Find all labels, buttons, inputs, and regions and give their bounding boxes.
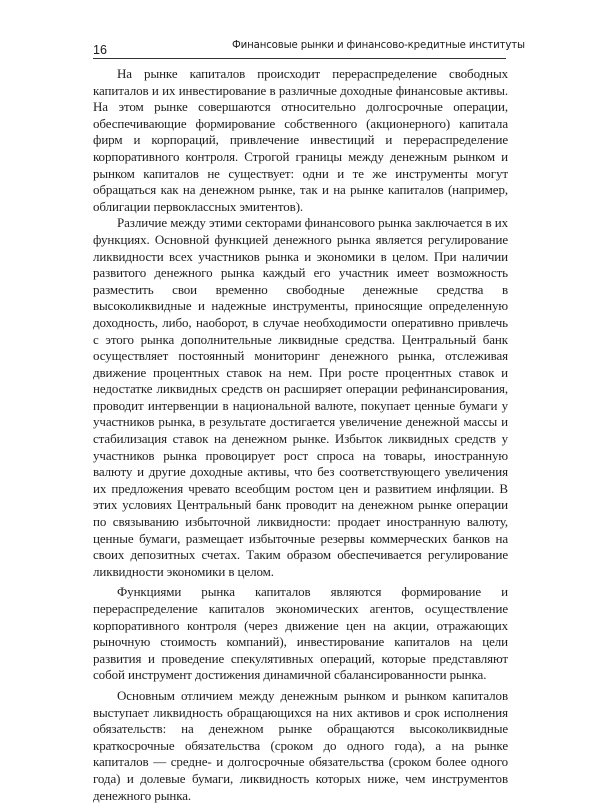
- paragraph-capital-market-functions: Функциями рынка капиталов являются формирование и перераспределение капиталов экономических агентов, осуществление корпоративного контроля (через движение цен на акции, отражающих рыночную стоимость компаний), инвестирование капиталов на цели развития и проведение спекулятивных операций, которые представляют собой инструмент достижения динамичной сбалансированности рынка.: [93, 584, 508, 683]
- paragraph-functions-difference: Различие между этими секторами финансового рынка заключается в их функциях. Основной функцией денежного рынка является регулирование ликвидности всех участников рынка и экономики в целом. При наличии развитого денежного рынка каждый его участник имеет возможность разместить свои временно свободные денежные средства в высоколиквидные и надежные инструменты, приносящие определенную доходность, либо, наоборот, в случае необходимости оперативно привлечь с этого рынка дополнительные ликвидные средства. Центральный банк осуществляет постоянный мониторинг денежного рынка, отслеживая движение процентных ставок на нем. При росте процентных ставок и недостатке ликвидных средств он расширяет операции рефинансирования, проводит интервенции в национальной валюте, покупает ценные бумаги у участников рынка, в результате достигается увеличение денежной массы и стабилизация ставок на денежном рынке. Избыток ликвидных средств у участников рынка провоцирует рост спроса на товары, иностранную валюту и другие доходные активы, что без соответствующего увеличения их предложения чревато всеобщим ростом цен и развитием инфляции. В этих условиях Центральный банк проводит на денежном рынке операции по связыванию избыточной ликвидности: продает иностранную валюту, ценные бумаги, размещает избыточные резервы коммерческих банков на своих депозитных счетах. Таким образом обеспечивается регулирование ликвидности экономики в целом.: [93, 215, 508, 579]
- header-rule: [93, 58, 506, 59]
- body-text: [93, 66, 508, 804]
- page-number: 16: [93, 43, 107, 57]
- running-header-title: Финансовые рынки и финансово-кредитные институты: [232, 40, 525, 51]
- paragraph-main-difference: Основным отличием между денежным рынком и рынком капиталов выступает ликвидность обращающихся на них активов и срок исполнения обязательств: на денежном рынке обращаются высоколиквидные краткосрочные обязательства (сроком до одного года), а на рынке капиталов — средне- и долгосрочные обязательства (сроком более одного года) и долевые бумаги, ликвидность которых ниже, чем инструментов денежного рынка.: [93, 687, 508, 803]
- paragraph-capital-market: На рынке капиталов происходит перераспределение свободных капиталов и их инвестирование в различные доходные финансовые активы. На этом рынке совершаются относительно долгосрочные операции, обеспечивающие формирование собственного (акционерного) капитала фирм и корпораций, привлечение инвестиций и перераспределение корпоративного контроля. Строгой границы между денежным рынком и рынком капиталов не существует: одни и те же инструменты могут обращаться как на денежном рынке, так и на рынке капиталов (например, облигации первоклассных эмитентов).: [93, 66, 508, 214]
